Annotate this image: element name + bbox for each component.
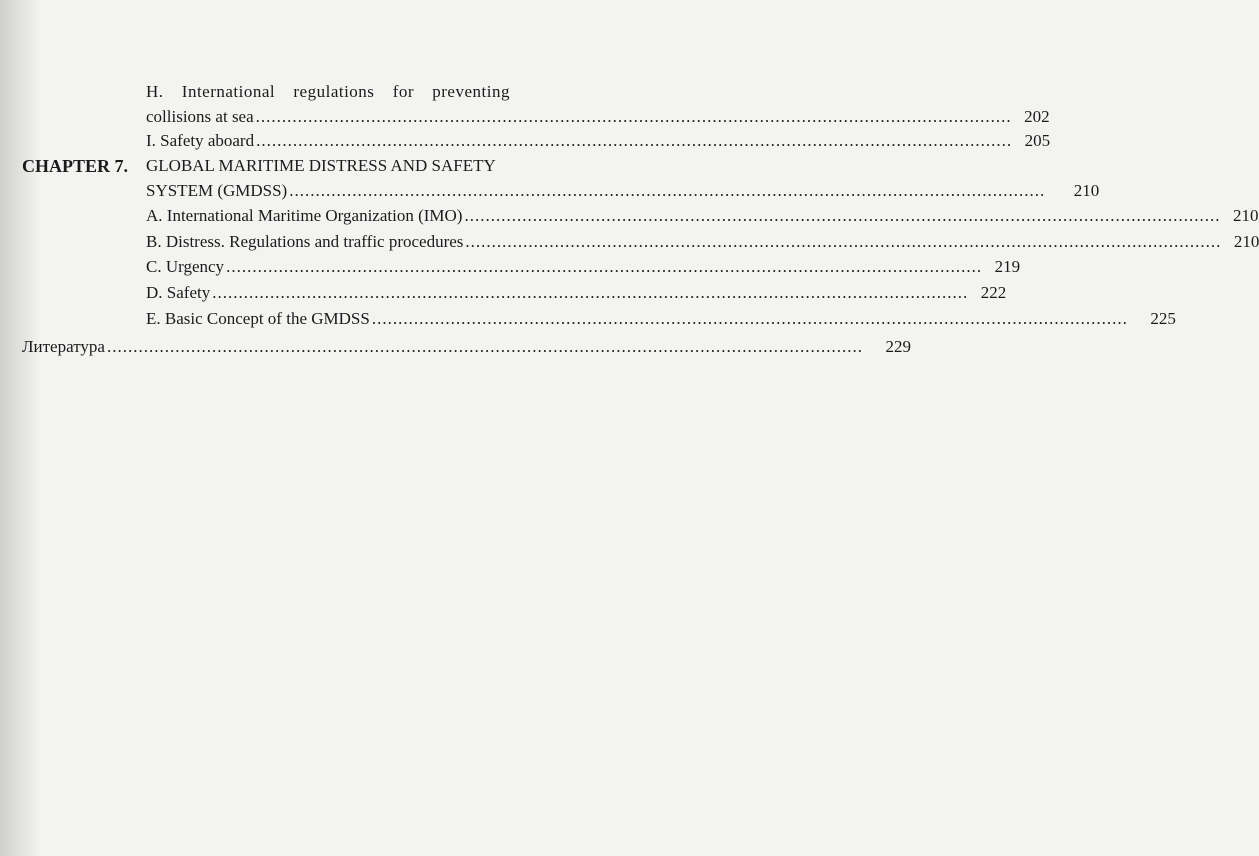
toc-word: for — [392, 82, 415, 101]
dot-leader: ................................................................................................................................................ — [256, 131, 1013, 150]
page-number: 229 — [885, 337, 911, 356]
toc-word: regulations — [293, 82, 375, 101]
toc-entry-d — [146, 280, 1007, 306]
page-number: 225 — [1150, 309, 1176, 328]
toc-entry-text: D. Safety — [146, 283, 211, 302]
toc-entry-text: B. Distress. Regulations and traffic procedures — [146, 232, 464, 251]
toc-entry-literature — [22, 334, 911, 360]
page-number: 219 — [994, 257, 1021, 276]
toc-entry-text: A. International Maritime Organization (IMO) — [146, 206, 463, 225]
toc-entry-e — [146, 306, 1176, 332]
toc-entry-text: collisions at sea — [146, 107, 254, 126]
page-number: 210 — [1232, 206, 1259, 225]
toc-entry-h-line1 — [146, 79, 510, 105]
toc-entry-text: Литература — [22, 337, 105, 356]
chapter-label: CHAPTER 7. — [22, 156, 129, 176]
toc-entry-i — [146, 128, 1051, 154]
dot-leader: ................................................................................................................................................ — [106, 337, 863, 356]
chapter-title-line2 — [146, 178, 1100, 204]
toc-entry-text: C. Urgency — [146, 257, 225, 276]
page-number: 205 — [1024, 131, 1051, 150]
chapter-title-line1 — [146, 153, 516, 179]
chapter-title: SYSTEM (GMDSS) — [146, 181, 288, 200]
dot-leader: ................................................................................................................................................ — [371, 309, 1128, 328]
toc-entry-h-line2 — [146, 104, 1050, 130]
dot-leader: ................................................................................................................................................ — [465, 232, 1222, 251]
dot-leader: ................................................................................................................................................ — [464, 206, 1221, 225]
toc-word: preventing — [432, 82, 510, 101]
dot-leader: ................................................................................................................................................ — [255, 107, 1012, 126]
toc-entry-a — [146, 203, 1259, 229]
dot-leader: ................................................................................................................................................ — [212, 283, 969, 302]
toc-word: International — [181, 82, 276, 101]
chapter-title: GLOBAL MARITIME DISTRESS AND SAFETY — [146, 156, 496, 175]
dot-leader: ................................................................................................................................................ — [289, 181, 1046, 200]
toc-entry-c — [146, 254, 1021, 280]
dot-leader: ................................................................................................................................................ — [226, 257, 983, 276]
toc-entry-text: I. Safety aboard — [146, 131, 255, 150]
page-number: 202 — [1024, 107, 1050, 126]
toc-entry-b — [146, 229, 1259, 255]
page-number: 210 — [1073, 181, 1100, 200]
page-number: 210 — [1233, 232, 1259, 251]
toc-entry-text: E. Basic Concept of the GMDSS — [146, 309, 370, 328]
toc-word: H. — [146, 82, 164, 101]
page-number: 222 — [980, 283, 1007, 302]
